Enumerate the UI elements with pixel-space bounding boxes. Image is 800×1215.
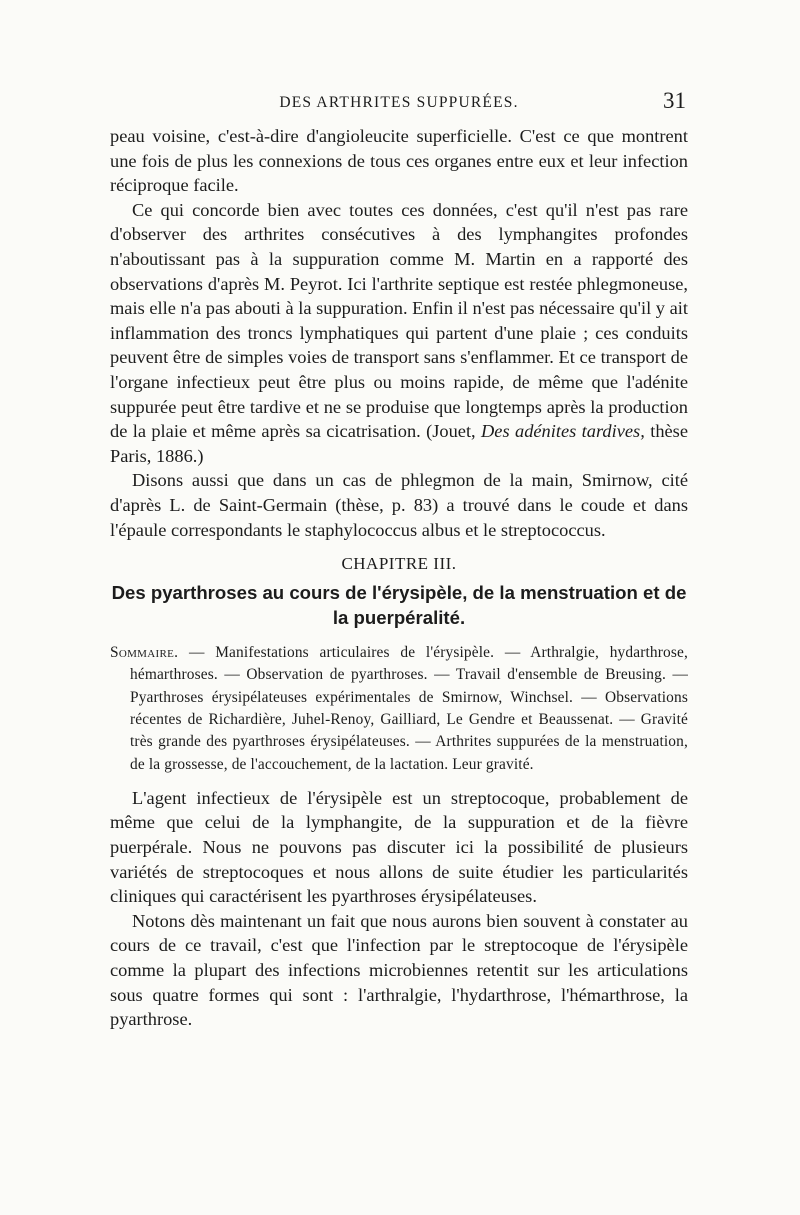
book-page	[110, 88, 688, 1032]
page-number: 31	[663, 88, 686, 113]
summary-text: — Manifestations articulaires de l'érysipèle. — Arthralgie, hydarthrose, hémarthroses. — Observation de pyarthroses. — Travail d'ensemble de Breusing. — Pyarthroses érysipélateuses expérimentales de Smirnow, Winchsel. — Observations récentes de Richardière, Juhel-Renoy, Gailliard, Le Gendre et Beaussenat. — Gravité très grande des pyarthroses érysipélateuses. — Arthrites suppurées de la menstruation, de la grossesse, de l'accouchement, de la lactation. Leur gravité.	[130, 644, 688, 773]
paragraph-lymphangites	[110, 198, 688, 469]
citation-end: thèse Paris, 1886.)	[110, 421, 688, 466]
chapter-summary	[110, 642, 688, 776]
chapter-title: Des pyarthroses au cours de l'érysipèle, de la menstruation et de la puerpéralité.	[111, 582, 687, 629]
paragraph-smirnow: Disons aussi que dans un cas de phlegmon de la main, Smirnow, cité d'après L. de Saint-Germain (thèse, p. 83) a trouvé dans le coude et dans l'épaule correspondants le staphylococcus albus et le streptococcus.	[110, 470, 688, 540]
summary-label: Sommaire.	[110, 644, 179, 662]
paragraph-agent-infectieux: L'agent infectieux de l'érysipèle est un streptocoque, probablement de même que celui de la lymphangite, de la suppuration et de la fièvre puerpérale. Nous ne pouvons pas discuter ici la possibilité de plusieurs variétés de streptocoques et nous allons de suite étudier les particularités cliniques qui caractérisent les pyarthroses érysipélateuses.	[110, 787, 688, 907]
running-head	[110, 88, 688, 124]
paragraph-notons: Notons dès maintenant un fait que nous aurons bien souvent à constater au cours de ce travail, c'est que l'infection par le streptocoque de l'érysipèle comme la plupart des infections microbiennes retentit sur les articulations sous quatre formes qui sont : l'arthralgie, l'hydarthrose, l'hémarthrose, la pyarthrose.	[110, 910, 688, 1030]
running-title: DES ARTHRITES SUPPURÉES.	[279, 94, 519, 111]
citation-title: Des adénites tardives,	[481, 421, 645, 442]
chapter-label: CHAPITRE III.	[341, 554, 457, 574]
paragraph-continued: peau voisine, c'est-à-dire d'angioleucite superficielle. C'est ce que montrent une fois de plus les connexions de tous ces organes entre eux et leur infection réciproque facile.	[110, 126, 688, 196]
paragraph-lymphangites-text: Ce qui concorde bien avec toutes ces données, c'est qu'il n'est pas rare d'observer des arthrites consécutives à des lymphangites profondes n'aboutissant pas à la suppuration comme M. Martin en a rapporté des observations d'après M. Peyrot. Ici l'arthrite septique est restée phlegmoneuse, mais elle n'a pas abouti à la suppuration. Enfin il n'est pas nécessaire qu'il y ait inflammation des troncs lymphatiques qui partent d'une plaie ; ces conduits peuvent être de simples voies de transport sans s'enflammer. Et ce transport de l'organe infectieux peut être plus ou moins rapide, de même que l'adénite suppurée peut être tardive et ne se produise que longtemps après la production de la plaie et même après sa cicatrisation. (Jouet,	[110, 199, 688, 442]
